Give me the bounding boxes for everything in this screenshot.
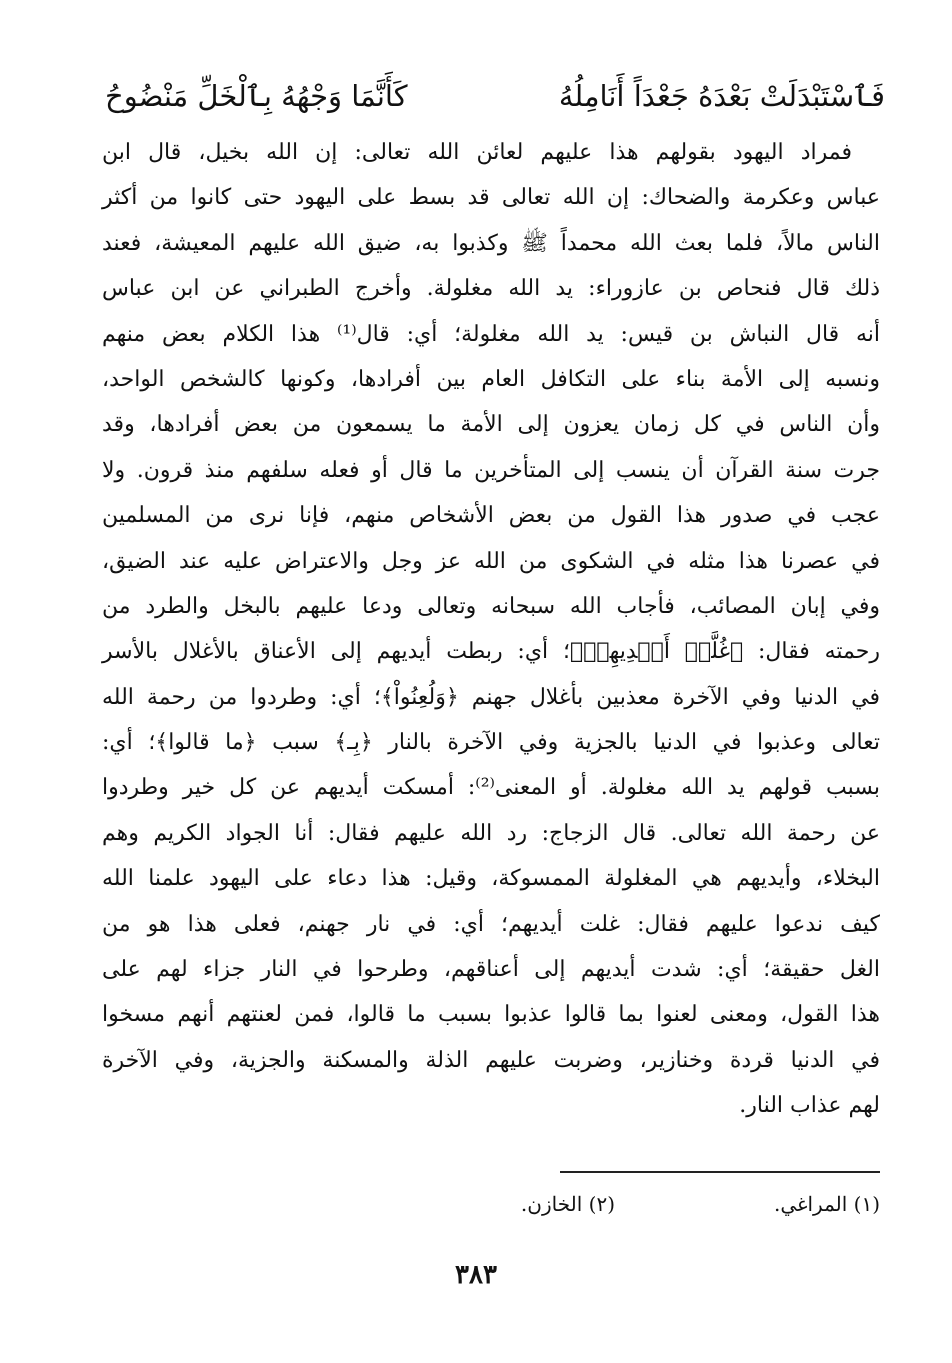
text-line: في الدنيا وفي الآخرة معذبين بأغلال جهنم ﴿وَلُعِنُواْ﴾؛ أي: وطردوا من رحمة الله xyxy=(102,684,880,710)
text-line: أنه قال النباش بن قيس: يد الله مغلولة؛ أي: قال⁽¹⁾ هذا الكلام بعض منهم xyxy=(102,321,880,347)
poetry-verse xyxy=(105,72,885,120)
text-line: عن رحمة الله تعالى. قال الزجاج: رد الله عليهم فقال: أنا الجواد الكريم وهم xyxy=(102,820,880,846)
text-line: ذلك قال فنحاص بن عازوراء: يد الله مغلولة. وأخرج الطبراني عن ابن عباس xyxy=(102,276,880,302)
text-line: في عصرنا هذا مثله في الشكوى من الله عز وجل والاعتراض عليه عند الضيق، xyxy=(102,548,880,574)
text-line: جرت سنة القرآن أن ينسب إلى المتأخرين ما قال أو فعله سلفهم منذ قرون. ولا xyxy=(102,457,880,483)
text-line: هذا القول، ومعنى لعنوا بما قالوا عذبوا بسبب ما قالوا، فمن لعنتهم أنهم مسخوا xyxy=(102,1002,880,1028)
footnote-1: (١) المراغي. xyxy=(773,1192,880,1216)
text-line: الناس مالاً، فلما بعث الله محمداً ﷺ وكذبوا به، ضيق الله عليهم المعيشة، فعند xyxy=(102,230,880,256)
text-line: رحمته فقال: ﴿غُلَّتۡ أَيۡدِيهِمۡ﴾؛ أي: ربطت أيديهم إلى الأعناق بالأغلال بالأسر xyxy=(102,639,880,665)
text-line: فمراد اليهود بقولهم هذا عليهم لعائن الله تعالى: إن الله بخيل، قال ابن xyxy=(102,140,852,165)
text-line: في الدنيا قردة وخنازير، وضربت عليهم الذلة والمسكنة والجزية، وفي الآخرة xyxy=(102,1047,880,1073)
text-line: بسبب قولهم يد الله مغلولة. أو المعنى⁽²⁾: أمسكت أيديهم عن كل خير وطردوا xyxy=(102,775,880,801)
text-line: وأن الناس في كل زمان يعزون إلى الأمة ما يسمعون من بعض أفرادها، وقد xyxy=(102,412,880,438)
text-line: عباس وعكرمة والضحاك: إن الله تعالى قد بسط على اليهود حتى كانوا من أكثر xyxy=(102,185,880,211)
body-paragraph xyxy=(102,130,880,1129)
footnote-divider xyxy=(560,1171,880,1173)
text-line: عجب في صدور هذا القول من بعض الأشخاص منهم، فإنا نرى من المسلمين xyxy=(102,503,880,529)
text-line: تعالى وعذبوا في الدنيا بالجزية وفي الآخرة بالنار ﴿بِـ﴾ سبب ﴿ما قالوا﴾؛ أي: xyxy=(102,730,880,756)
text-line: لهم عذاب النار. xyxy=(739,1093,880,1119)
text-line: ونسبه إلى الأمة بناء على التكافل العام بين أفرادها، وكونها كالشخص الواحد، xyxy=(102,366,880,392)
text-line: وفي إبان المصائب، فأجاب الله سبحانه وتعالى ودعا عليهم بالبخل والطرد من xyxy=(102,593,880,619)
text-line: الغل حقيقة؛ أي: شدت أيديهم إلى أعناقهم، وطرحوا في النار جزاء لهم على xyxy=(102,957,880,983)
verse-right-hemistich: فَٱسْتَبْدَلَتْ بَعْدَهُ جَعْدَاً أَنَامِلُهُ xyxy=(558,79,885,113)
text-line: البخلاء، وأيديهم هي المغلولة الممسوكة، وقيل: هذا دعاء على اليهود علمنا الله xyxy=(102,866,880,892)
verse-left-hemistich: كَأَنَّمَا وَجْهُهُ بِٱلْخَلِّ مَنْضُوحُ xyxy=(105,79,408,113)
footnotes xyxy=(300,1186,880,1222)
text-line: كيف ندعوا عليهم فقال: غلت أيديهم؛ أي: في نار جهنم، فعلى هذا هو من xyxy=(102,911,880,937)
page-number: ٣٨٣ xyxy=(455,1260,497,1290)
footnote-2: (٢) الخازن. xyxy=(520,1192,615,1216)
